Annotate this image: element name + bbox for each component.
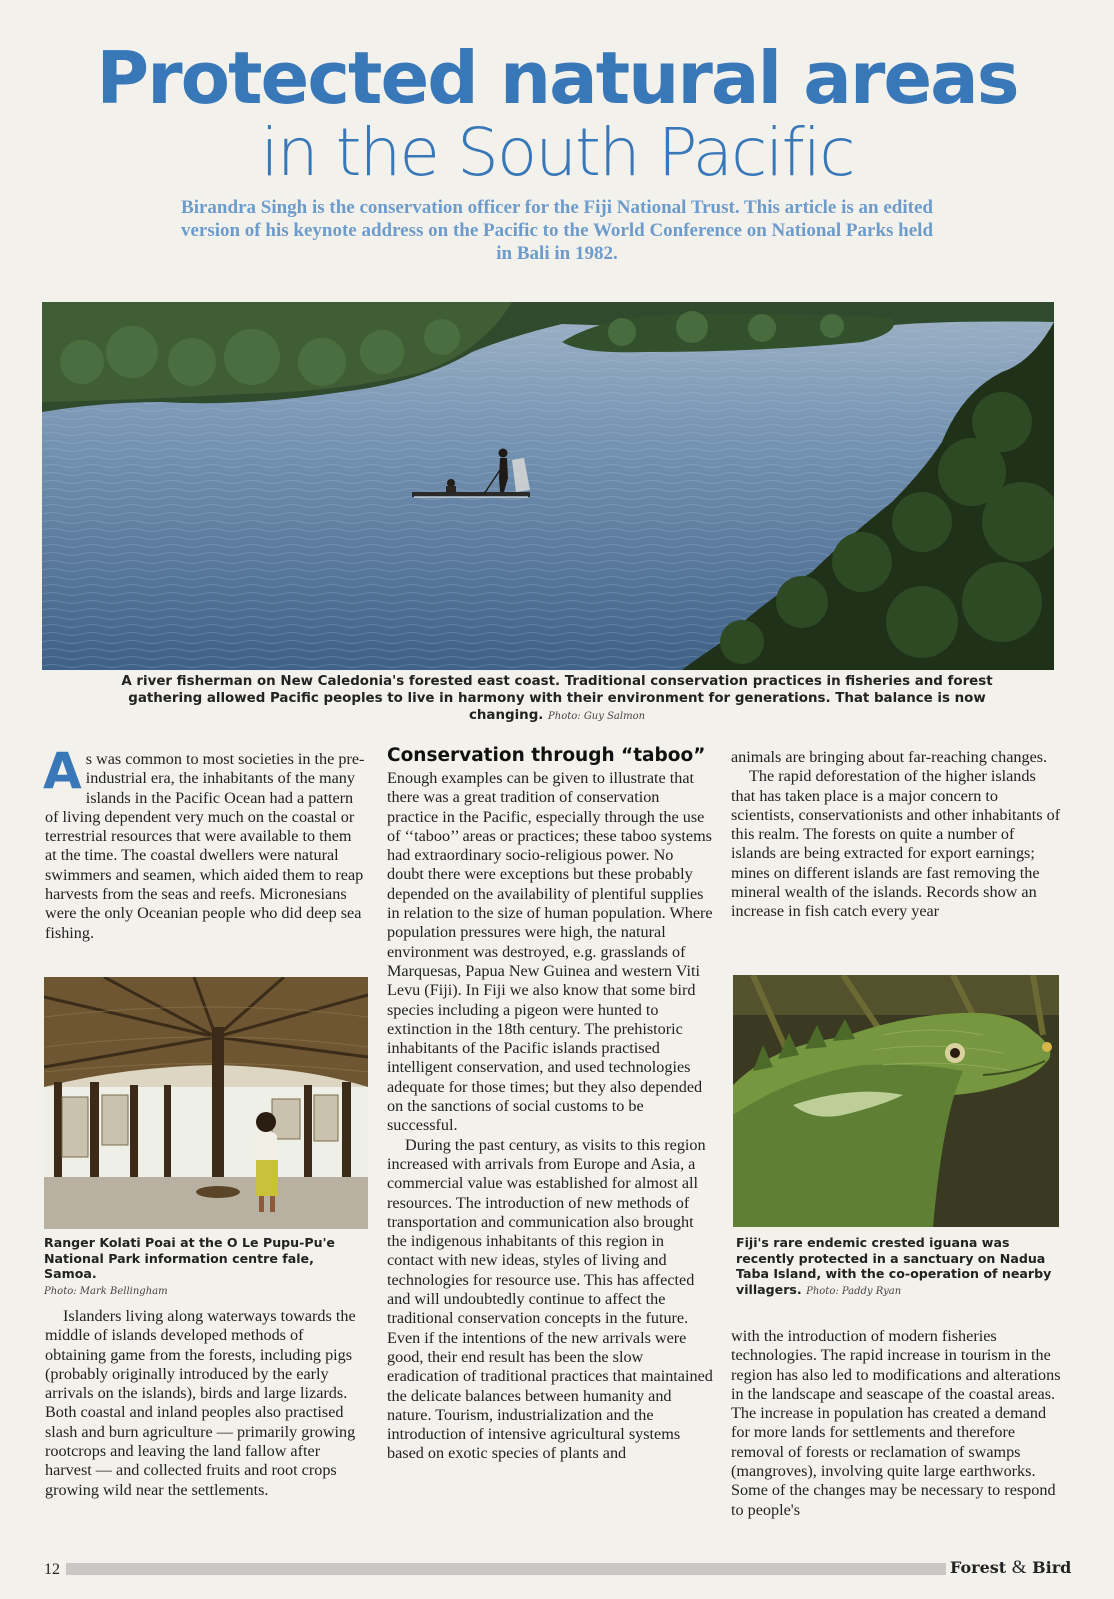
iguana-caption-text: Fiji's rare endemic crested iguana was recently protected in a sanctuary on Nadua Taba Island, with the co-operation of nearby villagers. (736, 1235, 1052, 1297)
article-col1-intro (43, 742, 367, 943)
page-subtitle: in the South Pacific (260, 114, 854, 191)
iguana-photo-illustration (733, 975, 1059, 1227)
section-heading-taboo: Conservation through “taboo” (387, 745, 706, 766)
page-title: Protected natural areas (96, 36, 1018, 120)
col1-para1: s was common to most societies in the pre-industrial era, the inhabitants of the many islands in the Pacific Ocean had a pattern of living dependent very much on the coastal or terrestrial resources that were available to them at the time. The coastal dwellers were natural swimmers and seamen, which aided them to reap harvests from the seas and reefs. Micronesians were the only Oceanian people who did deep sea fishing. (45, 750, 365, 942)
article-col1-continued (45, 1307, 367, 1500)
magazine-name-bird: Bird (1032, 1558, 1072, 1577)
page-number: 12 (44, 1561, 60, 1578)
article-col3-top (731, 748, 1061, 922)
col2-para1: Enough examples can be given to illustrate that there was a great tradition of conservation practice in the Pacific, especially through the use of ‘‘taboo’’ areas or practices; these taboo systems had extraordinary socio-religious power. No doubt there were exceptions but these probably depended on the availability of plentiful supplies in relation to the size of human population. Where population pressures were high, the natural environment was destroyed, e.g. grasslands of Marquesas, Papua New Guinea and western Viti Levu (Fiji). In Fiji we also know that some bird species including a pigeon were hunted to extinction in the 18th century. The prehistoric inhabitants of the Pacific islands practised intelligent conservation, and used technologies adequate for those times; but they also depended on the sanctions of social customs to be successful. (387, 769, 713, 1135)
col3-para1: animals are bringing about far-reaching changes. (731, 748, 1048, 766)
ranger-photo-credit: Photo: Mark Bellingham (44, 1285, 168, 1297)
hero-caption (120, 673, 994, 725)
hero-photo-river-fisherman (42, 302, 1054, 670)
ranger-caption-text: Ranger Kolati Poai at the O Le Pupu-Pu'e National Park information centre fale, Samoa. (44, 1235, 335, 1281)
hero-photo-illustration (42, 302, 1054, 670)
iguana-caption (736, 1235, 1062, 1299)
magazine-name-forest: Forest (950, 1558, 1007, 1577)
iguana-photo-credit: Photo: Paddy Ryan (806, 1285, 902, 1297)
footer-rule (66, 1563, 946, 1575)
article-col3-bottom (731, 1327, 1061, 1520)
ranger-caption (44, 1235, 370, 1299)
col3-para3: with the introduction of modern fisheries technologies. The rapid increase in tourism in the region has also led to modifications and alterations in the landscape and seascape of the coastal areas. The increase in population has created a demand for more lands for settlements and therefore removal of forests or reclamation of swamps (mangroves), involving quite large earthworks. Some of the changes may be necessary to respond to people's (731, 1327, 1061, 1519)
magazine-name (950, 1557, 1071, 1579)
col1-para2: Islanders living along waterways towards the middle of islands developed methods of obtaining game from the forests, including pigs (probably originally introduced by the early arrivals on the islands), birds and large lizards. Both coastal and inland peoples also practised slash and burn agriculture — primarily growing rootcrops and leaving the land fallow after harvest — and collected fruits and root crops growing wild near the settlements. (45, 1307, 356, 1499)
drop-cap: A (43, 742, 82, 800)
magazine-name-ampersand: & (1011, 1557, 1027, 1578)
ranger-photo (44, 977, 368, 1229)
col3-para2: The rapid deforestation of the higher islands that has taken place is a major concern to scientists, conservationists and other inhabitants of this realm. The forests on quite a number of islands are being extracted for export earnings; mines on different islands are fast removing the mineral wealth of the islands. Records show an increase in fish catch every year (731, 767, 1061, 921)
ranger-photo-illustration (44, 977, 368, 1229)
standfirst: Birandra Singh is the conservation officer for the Fiji National Trust. This article is an edited version of his keynote address on the Pacific to the World Conference on National Parks held in Bali in 1982. (180, 197, 934, 264)
col2-para2: During the past century, as visits to this region increased with arrivals from Europe and Asia, a commercial value was established for almost all resources. The introduction of new methods of transportation and communication also brought the indigenous inhabitants of this region in contact with new ideas, styles of living and technologies for resource use. This has affected and will undoubtedly continue to affect the traditional conservation concepts in the future. Even if the intentions of the new arrivals were good, their end result has been the slow eradication of traditional practices that maintained the delicate balances between humanity and nature. Tourism, industrialization and the introduction of intensive agricultural systems based on exotic species of plants and (387, 1135, 713, 1463)
hero-caption-text: A river fisherman on New Caledonia's forested east coast. Traditional conservation practices in fisheries and forest gathering allowed Pacific peoples to live in harmony with their environment for generations. That balance is now changing. (121, 674, 993, 723)
iguana-photo (733, 975, 1059, 1227)
hero-photo-credit: Photo: Guy Salmon (548, 711, 646, 722)
article-col2 (387, 745, 714, 1464)
